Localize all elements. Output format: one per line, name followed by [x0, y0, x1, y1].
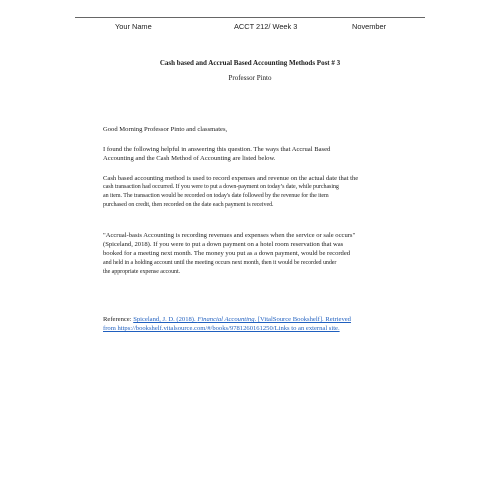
- reference-url-link[interactable]: from https://bookshelf.vitalsource.com/#/books/9781260161250/Links to an external site.: [103, 325, 340, 332]
- greeting: Good Morning Professor Pinto and classmates,: [103, 126, 228, 133]
- reference-book-title: Financial Accounting: [197, 316, 255, 323]
- accrual-line-5: the appropriate expense account.: [103, 269, 181, 275]
- cash-line-2: cash transaction had occurred. If you were to put a down-payment on today’s date, while purchasing: [103, 184, 339, 190]
- page-header: [0, 22, 500, 34]
- cash-line-4: purchased on credit, then recorded on the date each payment is received.: [103, 202, 274, 208]
- intro-line-2: Accounting and the Cash Method of Accounting are listed below.: [103, 155, 276, 162]
- accrual-line-4: and held in a holding account until the meeting occurs next month, then it would be recorded under: [103, 260, 337, 266]
- header-name: Your Name: [115, 22, 152, 31]
- document-subtitle: Professor Pinto: [228, 74, 272, 82]
- header-date: November: [352, 22, 387, 31]
- accrual-line-2: (Spiceland, 2018). If you were to put a down payment on a hotel room reservation that was: [103, 241, 344, 248]
- cash-line-1: Cash based accounting method is used to record expenses and revenue on the actual date that the: [103, 175, 359, 182]
- header-course: ACCT 212/ Week 3: [234, 22, 298, 31]
- reference-link[interactable]: [133, 316, 351, 323]
- reference-rest: . [VitalSource Bookshelf]. Retrieved: [254, 316, 351, 323]
- reference-prefix: Reference:: [103, 316, 134, 323]
- reference-line-1: [103, 315, 351, 324]
- accrual-line-1: "Accrual-basis Accounting is recording revenues and expenses when the service or sale occurs": [103, 232, 356, 239]
- accrual-line-3: booked for a meeting next month. The money you put as a down payment, would be recorded: [103, 250, 351, 257]
- document-title: Cash based and Accrual Based Accounting Methods Post # 3: [159, 59, 341, 67]
- header-rule: [75, 17, 425, 18]
- reference-line-2: [103, 324, 340, 333]
- intro-line-1: I found the following helpful in answering this question. The ways that Accrual Based: [103, 146, 331, 153]
- cash-line-3: an item. The transaction would be recorded on today's date followed by the revenue for the item: [103, 193, 329, 199]
- reference-authors: Spiceland, J. D. (2018).: [133, 316, 198, 323]
